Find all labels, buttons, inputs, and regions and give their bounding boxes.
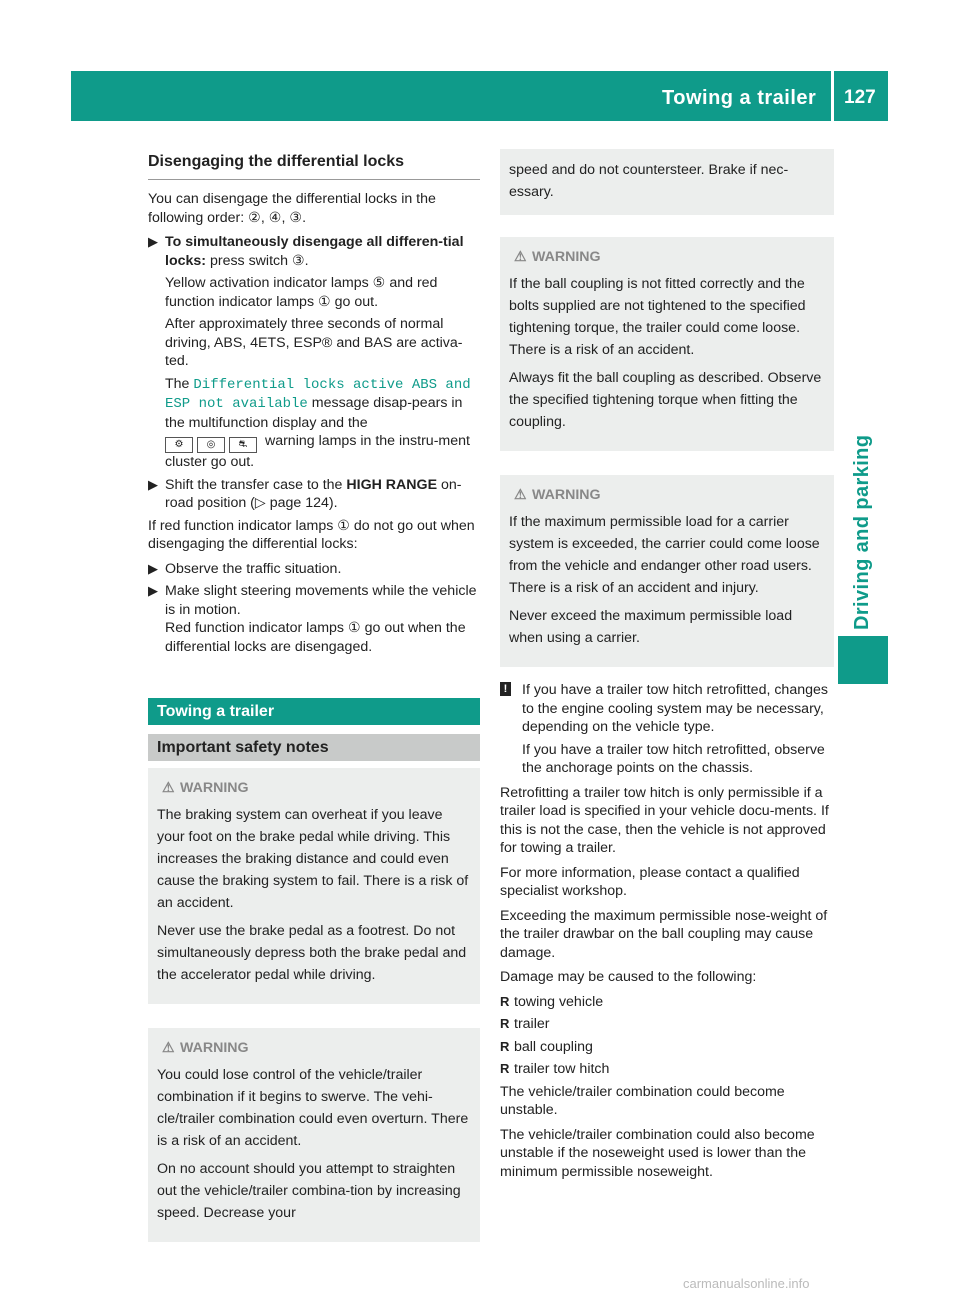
body-paragraph: The vehicle/trailer combination could become unstable. <box>500 1083 785 1118</box>
body-paragraph: For more information, please contact a qualified specialist workshop. <box>500 864 800 899</box>
warning-text: If the ball coupling is not fitted correctly and the bolts supplied are not tightened to the specified tightening torque, the trailer could come loose. There is a risk of an accident. <box>509 276 806 358</box>
list-item: R towing vehicle <box>500 993 604 1010</box>
step-arrow-icon: ▶ <box>148 560 158 576</box>
chapter-tab-label: Driving and parking <box>851 434 873 630</box>
body-paragraph: Damage may be caused to the following: <box>500 969 757 985</box>
warning-text: The braking system can overheat if you leave your foot on the brake pedal while driving. This increases the braking distance and could even cause the braking system to fail. There is a risk of an accident. <box>157 807 469 911</box>
footer-watermark: carmanualsonline.info <box>683 1276 810 1291</box>
warning-text: Never exceed the maximum permissible load when using a carrier. <box>509 608 793 646</box>
intro-paragraph: You can disengage the differential locks in the following order: ②, ④, ③. <box>148 191 436 226</box>
warning-text: If the maximum permissible load for a carrier system is exceeded, the carrier could come loose from the vehicle and endanger other road users. There is a risk of an accident and injury. <box>509 514 820 596</box>
warning-triangle-icon: ⚠ <box>162 1040 175 1056</box>
step-result: The Differential locks active ABS and ESP not available message disap-pears in the multifunction display and the ⚙ ◎ ⛐ warning lamps in the instru-ment cluster go out. <box>165 375 471 470</box>
header-separator <box>831 71 834 121</box>
body-paragraph: Retrofitting a trailer tow hitch is only permissible if a trailer load is specified in your vehicle docu-ments. If this is not the case, then the vehicle is not approved for towing a trailer. <box>500 784 829 856</box>
diff-lock-lamp-icon: ⚙ <box>165 437 193 453</box>
warning-triangle-icon: ⚠ <box>162 780 175 796</box>
instruction-step: ▶ To simultaneously disengage all differen-tial locks: press switch ③. <box>148 234 464 269</box>
warning-label: WARNING <box>532 249 601 265</box>
warning-text: On no account should you attempt to straighten out the vehicle/trailer combina-tion by increasing speed. Decrease your <box>157 1161 461 1221</box>
abs-lamp-icon: ◎ <box>197 437 225 453</box>
bullet-icon: R <box>500 993 510 1009</box>
body-paragraph: The vehicle/trailer combination could also become unstable if the noseweight used is lower than the minimum permissible noseweight. <box>500 1126 815 1180</box>
step-arrow-icon: ▶ <box>148 476 158 492</box>
instruction-step: ▶ Observe the traffic situation. <box>148 560 342 577</box>
warning-label: WARNING <box>532 487 601 503</box>
warning-box <box>148 1028 480 1242</box>
warning-box <box>500 237 834 451</box>
page-number: 127 <box>844 87 876 108</box>
body-paragraph: Exceeding the maximum permissible nose-weight of the trailer drawbar on the ball coupling may cause damage. <box>500 907 828 961</box>
bullet-icon: R <box>500 1016 510 1031</box>
step-arrow-icon: ▶ <box>148 583 158 598</box>
subsection-bar: Important safety notes <box>148 734 480 761</box>
step-result: Red function indicator lamps ① go out when the differential locks are disengaged. <box>165 620 466 655</box>
running-title: Towing a trailer <box>662 87 817 109</box>
list-item: R trailer <box>500 1016 550 1032</box>
step-result: Yellow activation indicator lamps ⑤ and red function indicator lamps ① go out. <box>165 275 438 310</box>
exclamation-icon: ! <box>500 682 511 696</box>
warning-box-continued <box>500 149 834 215</box>
warning-label: WARNING <box>180 780 249 796</box>
instruction-step: ▶ Shift the transfer case to the HIGH RANGE on-road position (▷ page 124). <box>148 476 462 511</box>
section-heading: Disengaging the differential locks <box>148 153 405 170</box>
instruction-step: ▶ Make slight steering movements while the vehicle is in motion. <box>148 583 477 618</box>
step-arrow-icon: ▶ <box>148 234 158 249</box>
chapter-tab-marker <box>838 636 888 684</box>
list-item: R ball coupling <box>500 1038 593 1055</box>
warning-text: Always fit the ball coupling as described. Observe the specified tightening torque when fitting the coupling. <box>509 370 822 430</box>
esp-lamp-icon: ⛐ <box>229 437 257 453</box>
warning-triangle-icon: ⚠ <box>514 249 527 265</box>
body-paragraph: If red function indicator lamps ① do not go out when disengaging the differential locks: <box>148 517 475 552</box>
right-column <box>500 149 834 1187</box>
section-bar: Towing a trailer <box>148 698 480 725</box>
warning-text: You could lose control of the vehicle/trailer combination if it begins to swerve. The vehi-cle/trailer combination could even overturn. There is a risk of an accident. <box>157 1067 469 1149</box>
notice-block <box>500 681 834 778</box>
warning-text: Never use the brake pedal as a footrest. Do not simultaneously depress both the brake pedal and the accelerator pedal while driving. <box>157 923 467 983</box>
notice-text: If you have a trailer tow hitch retrofitted, changes to the engine cooling system may be necessary, depending on the vehicle type. <box>522 682 828 735</box>
warning-triangle-icon: ⚠ <box>514 487 527 503</box>
bullet-icon: R <box>500 1038 510 1054</box>
warning-text: speed and do not countersteer. Brake if nec-essary. <box>509 162 789 200</box>
heading-rule <box>148 179 480 180</box>
warning-label: WARNING <box>180 1040 249 1056</box>
notice-text: If you have a trailer tow hitch retrofitted, observe the anchorage points on the chassis. <box>522 741 825 776</box>
bullet-icon: R <box>500 1061 510 1076</box>
warning-box <box>500 475 834 667</box>
warning-box <box>148 768 480 1004</box>
step-result: After approximately three seconds of normal driving, ABS, 4ETS, ESP® and BAS are activa-ted. <box>165 316 463 369</box>
display-message: Differential locks active ABS and ESP not available <box>165 376 471 412</box>
left-column <box>148 152 480 1256</box>
list-item: R trailer tow hitch <box>500 1061 610 1077</box>
